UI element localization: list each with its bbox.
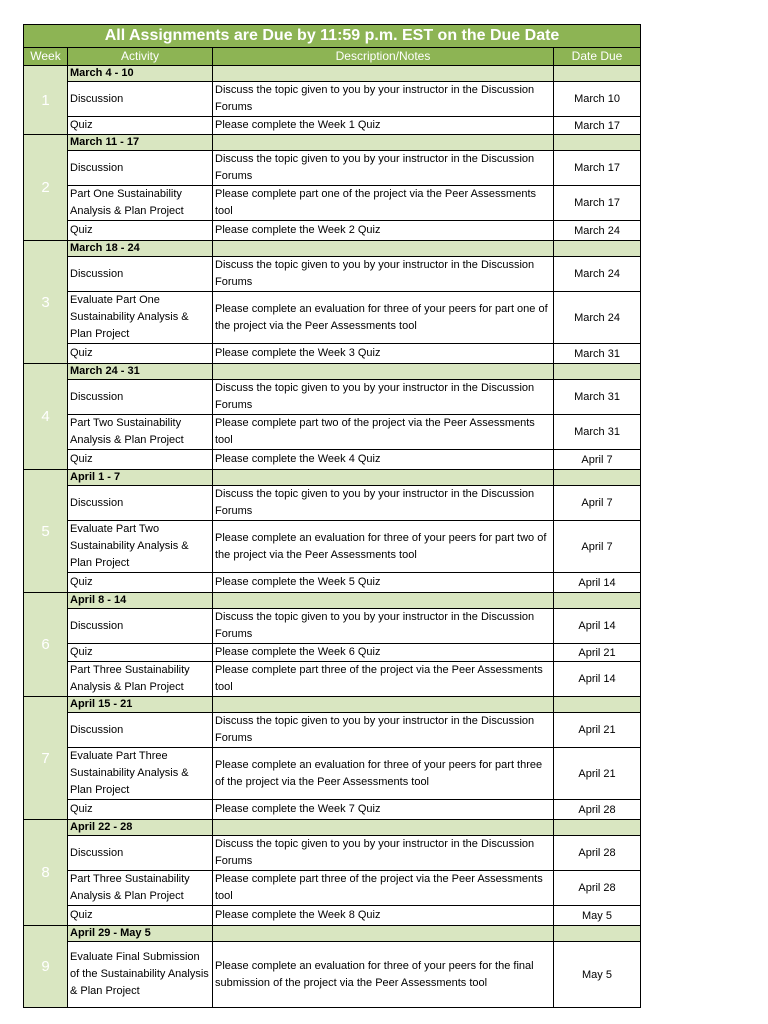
activity-cell: Discussion <box>68 82 213 117</box>
activity-cell: Part Three Sustainability Analysis & Plan Project <box>68 662 213 697</box>
week-column-header: Week <box>24 48 68 66</box>
due-date-cell: April 7 <box>554 521 641 573</box>
range-row-spacer <box>554 364 641 380</box>
activity-cell: Part Two Sustainability Analysis & Plan Project <box>68 415 213 450</box>
week-range-row <box>24 66 641 82</box>
range-row-spacer <box>554 470 641 486</box>
activity-cell: Discussion <box>68 151 213 186</box>
due-date-cell: March 24 <box>554 257 641 292</box>
due-date-cell: April 14 <box>554 609 641 644</box>
week-date-range: March 24 - 31 <box>68 364 213 380</box>
assignment-row <box>24 942 641 1008</box>
due-date-cell: April 28 <box>554 800 641 820</box>
week-number: 7 <box>24 697 68 820</box>
activity-cell: Discussion <box>68 380 213 415</box>
range-row-spacer <box>213 66 554 82</box>
description-cell: Please complete part three of the project via the Peer Assessments tool <box>213 662 554 697</box>
due-date-cell: April 21 <box>554 644 641 662</box>
assignment-row <box>24 221 641 241</box>
week-range-row <box>24 470 641 486</box>
description-cell: Discuss the topic given to you by your instructor in the Discussion Forums <box>213 836 554 871</box>
week-number: 1 <box>24 66 68 135</box>
description-cell: Discuss the topic given to you by your instructor in the Discussion Forums <box>213 609 554 644</box>
activity-cell: Quiz <box>68 800 213 820</box>
assignment-row <box>24 836 641 871</box>
assignment-row <box>24 748 641 800</box>
range-row-spacer <box>213 364 554 380</box>
activity-cell: Discussion <box>68 486 213 521</box>
description-cell: Please complete part one of the project via the Peer Assessments tool <box>213 186 554 221</box>
description-cell: Please complete an evaluation for three of your peers for the final submission of the project via the Peer Assessments tool <box>213 942 554 1008</box>
assignment-row <box>24 151 641 186</box>
activity-cell: Discussion <box>68 257 213 292</box>
due-date-cell: April 14 <box>554 662 641 697</box>
range-row-spacer <box>554 926 641 942</box>
due-date-column-header: Date Due <box>554 48 641 66</box>
assignment-row <box>24 906 641 926</box>
week-range-row <box>24 697 641 713</box>
week-number: 2 <box>24 135 68 241</box>
description-cell: Please complete the Week 4 Quiz <box>213 450 554 470</box>
due-date-cell: May 5 <box>554 942 641 1008</box>
range-row-spacer <box>213 697 554 713</box>
due-date-cell: March 31 <box>554 380 641 415</box>
description-cell: Please complete the Week 5 Quiz <box>213 573 554 593</box>
range-row-spacer <box>213 470 554 486</box>
week-number: 4 <box>24 364 68 470</box>
activity-cell: Discussion <box>68 713 213 748</box>
due-date-cell: April 21 <box>554 748 641 800</box>
assignment-row <box>24 573 641 593</box>
range-row-spacer <box>213 241 554 257</box>
description-cell: Discuss the topic given to you by your instructor in the Discussion Forums <box>213 713 554 748</box>
range-row-spacer <box>554 593 641 609</box>
activity-cell: Quiz <box>68 906 213 926</box>
week-number: 9 <box>24 926 68 1008</box>
due-date-cell: April 28 <box>554 836 641 871</box>
description-column-header: Description/Notes <box>213 48 554 66</box>
week-range-row <box>24 364 641 380</box>
week-range-row <box>24 135 641 151</box>
range-row-spacer <box>554 66 641 82</box>
description-cell: Discuss the topic given to you by your instructor in the Discussion Forums <box>213 151 554 186</box>
activity-cell: Quiz <box>68 450 213 470</box>
assignment-row <box>24 257 641 292</box>
activity-cell: Discussion <box>68 836 213 871</box>
range-row-spacer <box>213 135 554 151</box>
assignment-row <box>24 800 641 820</box>
activity-cell: Quiz <box>68 344 213 364</box>
description-cell: Discuss the topic given to you by your instructor in the Discussion Forums <box>213 82 554 117</box>
assignment-row <box>24 117 641 135</box>
schedule-body <box>24 66 641 1008</box>
description-cell: Please complete the Week 6 Quiz <box>213 644 554 662</box>
assignment-row <box>24 521 641 573</box>
description-cell: Please complete an evaluation for three of your peers for part three of the project via the Peer Assessments tool <box>213 748 554 800</box>
description-cell: Please complete an evaluation for three of your peers for part one of the project via the Peer Assessments tool <box>213 292 554 344</box>
due-date-cell: April 28 <box>554 871 641 906</box>
range-row-spacer <box>554 820 641 836</box>
week-range-row <box>24 926 641 942</box>
due-time-banner: All Assignments are Due by 11:59 p.m. EST on the Due Date <box>24 25 641 48</box>
description-cell: Please complete the Week 2 Quiz <box>213 221 554 241</box>
assignment-row <box>24 644 641 662</box>
activity-cell: Part Three Sustainability Analysis & Plan Project <box>68 871 213 906</box>
assignment-schedule-table <box>23 24 641 1008</box>
due-date-cell: March 24 <box>554 221 641 241</box>
activity-cell: Evaluate Final Submission of the Sustainability Analysis & Plan Project <box>68 942 213 1008</box>
activity-cell: Part One Sustainability Analysis & Plan Project <box>68 186 213 221</box>
week-range-row <box>24 820 641 836</box>
due-date-cell: March 17 <box>554 117 641 135</box>
due-date-cell: March 31 <box>554 344 641 364</box>
range-row-spacer <box>213 593 554 609</box>
week-date-range: April 22 - 28 <box>68 820 213 836</box>
assignment-row <box>24 292 641 344</box>
assignment-row <box>24 415 641 450</box>
week-number: 8 <box>24 820 68 926</box>
range-row-spacer <box>554 241 641 257</box>
description-cell: Please complete the Week 8 Quiz <box>213 906 554 926</box>
activity-cell: Evaluate Part One Sustainability Analysis & Plan Project <box>68 292 213 344</box>
due-date-cell: March 31 <box>554 415 641 450</box>
week-number: 5 <box>24 470 68 593</box>
due-date-cell: April 14 <box>554 573 641 593</box>
range-row-spacer <box>554 135 641 151</box>
week-date-range: March 4 - 10 <box>68 66 213 82</box>
week-date-range: April 29 - May 5 <box>68 926 213 942</box>
due-date-cell: April 21 <box>554 713 641 748</box>
description-cell: Please complete the Week 7 Quiz <box>213 800 554 820</box>
assignment-row <box>24 713 641 748</box>
description-cell: Please complete part three of the project via the Peer Assessments tool <box>213 871 554 906</box>
assignment-row <box>24 344 641 364</box>
description-cell: Please complete part two of the project via the Peer Assessments tool <box>213 415 554 450</box>
week-date-range: April 15 - 21 <box>68 697 213 713</box>
due-date-cell: March 17 <box>554 186 641 221</box>
due-date-cell: March 10 <box>554 82 641 117</box>
due-date-cell: April 7 <box>554 450 641 470</box>
activity-cell: Quiz <box>68 221 213 241</box>
activity-cell: Quiz <box>68 117 213 135</box>
description-cell: Discuss the topic given to you by your instructor in the Discussion Forums <box>213 380 554 415</box>
week-date-range: March 11 - 17 <box>68 135 213 151</box>
due-date-cell: May 5 <box>554 906 641 926</box>
week-range-row <box>24 241 641 257</box>
assignment-row <box>24 82 641 117</box>
assignment-row <box>24 609 641 644</box>
week-date-range: March 18 - 24 <box>68 241 213 257</box>
range-row-spacer <box>554 697 641 713</box>
week-date-range: April 8 - 14 <box>68 593 213 609</box>
activity-cell: Quiz <box>68 573 213 593</box>
week-range-row <box>24 593 641 609</box>
activity-cell: Discussion <box>68 609 213 644</box>
assignment-row <box>24 186 641 221</box>
description-cell: Please complete the Week 1 Quiz <box>213 117 554 135</box>
activity-column-header: Activity <box>68 48 213 66</box>
range-row-spacer <box>213 926 554 942</box>
due-date-cell: March 24 <box>554 292 641 344</box>
due-date-cell: April 7 <box>554 486 641 521</box>
description-cell: Discuss the topic given to you by your instructor in the Discussion Forums <box>213 486 554 521</box>
range-row-spacer <box>213 820 554 836</box>
due-date-cell: March 17 <box>554 151 641 186</box>
activity-cell: Evaluate Part Three Sustainability Analysis & Plan Project <box>68 748 213 800</box>
week-number: 3 <box>24 241 68 364</box>
activity-cell: Evaluate Part Two Sustainability Analysis & Plan Project <box>68 521 213 573</box>
assignment-row <box>24 871 641 906</box>
assignment-row <box>24 380 641 415</box>
description-cell: Please complete the Week 3 Quiz <box>213 344 554 364</box>
week-number: 6 <box>24 593 68 697</box>
assignment-row <box>24 450 641 470</box>
assignment-row <box>24 486 641 521</box>
assignment-row <box>24 662 641 697</box>
week-date-range: April 1 - 7 <box>68 470 213 486</box>
activity-cell: Quiz <box>68 644 213 662</box>
description-cell: Please complete an evaluation for three of your peers for part two of the project via the Peer Assessments tool <box>213 521 554 573</box>
description-cell: Discuss the topic given to you by your instructor in the Discussion Forums <box>213 257 554 292</box>
